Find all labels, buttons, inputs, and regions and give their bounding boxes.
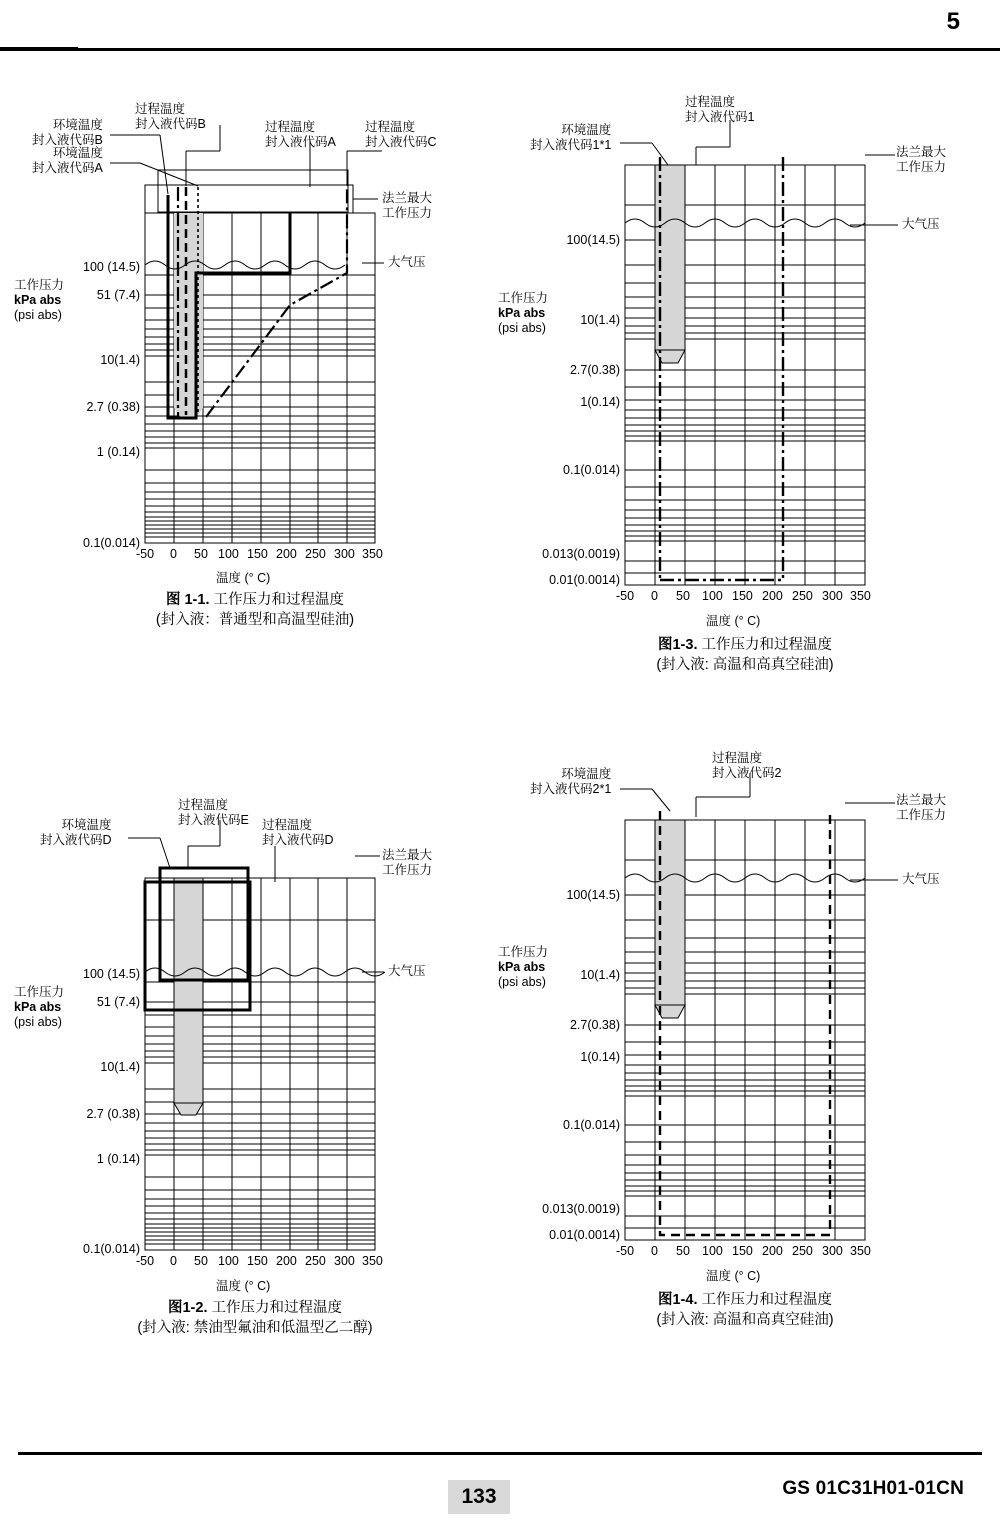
y-tick: 10(1.4) bbox=[100, 1060, 140, 1074]
y-tick: 0.1(0.014) bbox=[563, 1118, 620, 1132]
callout-process-b: 过程温度 封入液代码B bbox=[135, 102, 206, 131]
footer-rule bbox=[18, 1452, 982, 1455]
x-tick: -50 bbox=[616, 1244, 635, 1258]
figure-1-2 bbox=[10, 790, 480, 1370]
x-tick: 200 bbox=[762, 1244, 783, 1258]
footer-page-number: 133 bbox=[448, 1480, 510, 1514]
y-tick: 0.013(0.0019) bbox=[542, 547, 620, 561]
x-tick: 100 bbox=[702, 1244, 723, 1258]
x-axis-title: 温度 (° C) bbox=[706, 614, 761, 628]
y-axis-title: 工作压力 kPa abs (psi abs) bbox=[14, 278, 65, 322]
x-tick: 200 bbox=[276, 547, 297, 561]
figure-1-3 bbox=[500, 95, 970, 695]
callout-ambient-a: 环境温度 封入液代码A bbox=[32, 146, 103, 175]
figure-1-1 bbox=[10, 95, 480, 655]
y-tick: 100(14.5) bbox=[566, 888, 620, 902]
y-tick: 100 (14.5) bbox=[83, 260, 140, 274]
x-tick: -50 bbox=[616, 589, 635, 603]
x-tick: 250 bbox=[792, 1244, 813, 1258]
y-tick: 100(14.5) bbox=[566, 233, 620, 247]
x-tick: 300 bbox=[822, 1244, 843, 1258]
y-tick: 0.01(0.0014) bbox=[549, 573, 620, 587]
x-tick: 100 bbox=[218, 1254, 239, 1268]
y-tick: 0.1(0.014) bbox=[563, 463, 620, 477]
x-tick: 150 bbox=[247, 547, 268, 561]
footer-doc-code: GS 01C31H01-01CN bbox=[782, 1478, 964, 1499]
y-tick: 51 (7.4) bbox=[96, 288, 140, 302]
x-tick: 0 bbox=[651, 589, 658, 603]
x-axis-title: 温度 (° C) bbox=[216, 571, 271, 585]
x-tick: 200 bbox=[276, 1254, 297, 1268]
figure-1-4-caption: 图1-4. 工作压力和过程温度 (封入液: 高温和高真空硅油) bbox=[656, 1292, 834, 1328]
y-tick: 0.01(0.0014) bbox=[549, 1228, 620, 1242]
atm-label: 大气压 bbox=[902, 217, 940, 231]
x-tick: 100 bbox=[702, 589, 723, 603]
y-tick: 1 (0.14) bbox=[96, 445, 140, 459]
callout-process-e: 过程温度 封入液代码E bbox=[178, 798, 249, 827]
y-tick: 2.7(0.38) bbox=[569, 363, 620, 377]
x-tick: 350 bbox=[362, 1254, 383, 1268]
y-tick: 1 (0.14) bbox=[96, 1152, 140, 1166]
figure-1-2-caption: 图1-2. 工作压力和过程温度 (封入液: 禁油型氟油和低温型乙二醇) bbox=[137, 1300, 373, 1336]
callout-process-c: 过程温度 封入液代码C bbox=[365, 120, 437, 149]
x-tick: 0 bbox=[651, 1244, 658, 1258]
y-tick: 2.7 (0.38) bbox=[86, 400, 140, 414]
flange-label: 法兰最大 工作压力 bbox=[896, 145, 947, 174]
y-tick: 1(0.14) bbox=[580, 395, 620, 409]
flange-label: 法兰最大 工作压力 bbox=[382, 191, 433, 220]
y-axis-title: 工作压力 kPa abs (psi abs) bbox=[498, 945, 549, 989]
x-tick: 50 bbox=[676, 1244, 690, 1258]
callout-ambient-2: 环境温度 封入液代码2*1 bbox=[530, 767, 612, 796]
x-tick: -50 bbox=[136, 547, 155, 561]
page-number-top: 5 bbox=[946, 8, 960, 35]
y-axis-title: 工作压力 kPa abs (psi abs) bbox=[14, 985, 65, 1029]
x-tick: 50 bbox=[676, 589, 690, 603]
x-tick: 50 bbox=[194, 1254, 208, 1268]
x-tick: 300 bbox=[334, 547, 355, 561]
y-axis-title: 工作压力 kPa abs (psi abs) bbox=[498, 291, 549, 335]
x-tick: 300 bbox=[334, 1254, 355, 1268]
x-tick: 150 bbox=[732, 589, 753, 603]
callout-process-a: 过程温度 封入液代码A bbox=[265, 120, 336, 149]
figure-1-4 bbox=[500, 745, 970, 1365]
x-tick: 350 bbox=[362, 547, 383, 561]
x-tick: 250 bbox=[305, 547, 326, 561]
x-tick: 200 bbox=[762, 589, 783, 603]
atm-label: 大气压 bbox=[388, 255, 426, 269]
header-rule bbox=[0, 48, 1000, 51]
x-tick: 250 bbox=[792, 589, 813, 603]
x-tick: 250 bbox=[305, 1254, 326, 1268]
y-tick: 2.7 (0.38) bbox=[86, 1107, 140, 1121]
x-tick: 0 bbox=[170, 1254, 177, 1268]
x-tick: -50 bbox=[136, 1254, 155, 1268]
y-tick: 0.1(0.014) bbox=[83, 536, 140, 550]
x-tick: 150 bbox=[247, 1254, 268, 1268]
x-tick: 300 bbox=[822, 589, 843, 603]
x-tick: 350 bbox=[850, 1244, 871, 1258]
y-tick: 100 (14.5) bbox=[83, 967, 140, 981]
atm-label: 大气压 bbox=[388, 964, 426, 978]
y-tick: 0.1(0.014) bbox=[83, 1242, 140, 1256]
callout-ambient-1: 环境温度 封入液代码1*1 bbox=[530, 123, 612, 152]
x-tick: 0 bbox=[170, 547, 177, 561]
y-tick: 1(0.14) bbox=[580, 1050, 620, 1064]
y-tick: 10(1.4) bbox=[580, 968, 620, 982]
atm-label: 大气压 bbox=[902, 872, 940, 886]
x-tick: 150 bbox=[732, 1244, 753, 1258]
callout-process-2: 过程温度 封入液代码2 bbox=[712, 751, 782, 780]
y-tick: 10(1.4) bbox=[100, 353, 140, 367]
flange-label: 法兰最大 工作压力 bbox=[896, 793, 947, 822]
x-tick: 350 bbox=[850, 589, 871, 603]
x-tick: 100 bbox=[218, 547, 239, 561]
x-tick: 50 bbox=[194, 547, 208, 561]
y-tick: 2.7(0.38) bbox=[569, 1018, 620, 1032]
x-axis-title: 温度 (° C) bbox=[216, 1279, 271, 1293]
callout-process-1: 过程温度 封入液代码1 bbox=[685, 95, 755, 124]
callout-ambient-d: 环境温度 封入液代码D bbox=[40, 818, 112, 847]
callout-process-d: 过程温度 封入液代码D bbox=[262, 818, 334, 847]
header-rule-thick bbox=[0, 47, 78, 51]
y-tick: 10(1.4) bbox=[580, 313, 620, 327]
callout-ambient-b: 环境温度 封入液代码B bbox=[32, 118, 103, 147]
figure-1-1-caption: 图 1-1. 工作压力和过程温度 (封入液：普通型和高温型硅油) bbox=[155, 592, 355, 628]
flange-label: 法兰最大 工作压力 bbox=[382, 848, 433, 877]
x-axis-title: 温度 (° C) bbox=[706, 1269, 761, 1283]
figure-1-3-caption: 图1-3. 工作压力和过程温度 (封入液: 高温和高真空硅油) bbox=[656, 637, 834, 673]
y-tick: 0.013(0.0019) bbox=[542, 1202, 620, 1216]
y-tick: 51 (7.4) bbox=[96, 995, 140, 1009]
